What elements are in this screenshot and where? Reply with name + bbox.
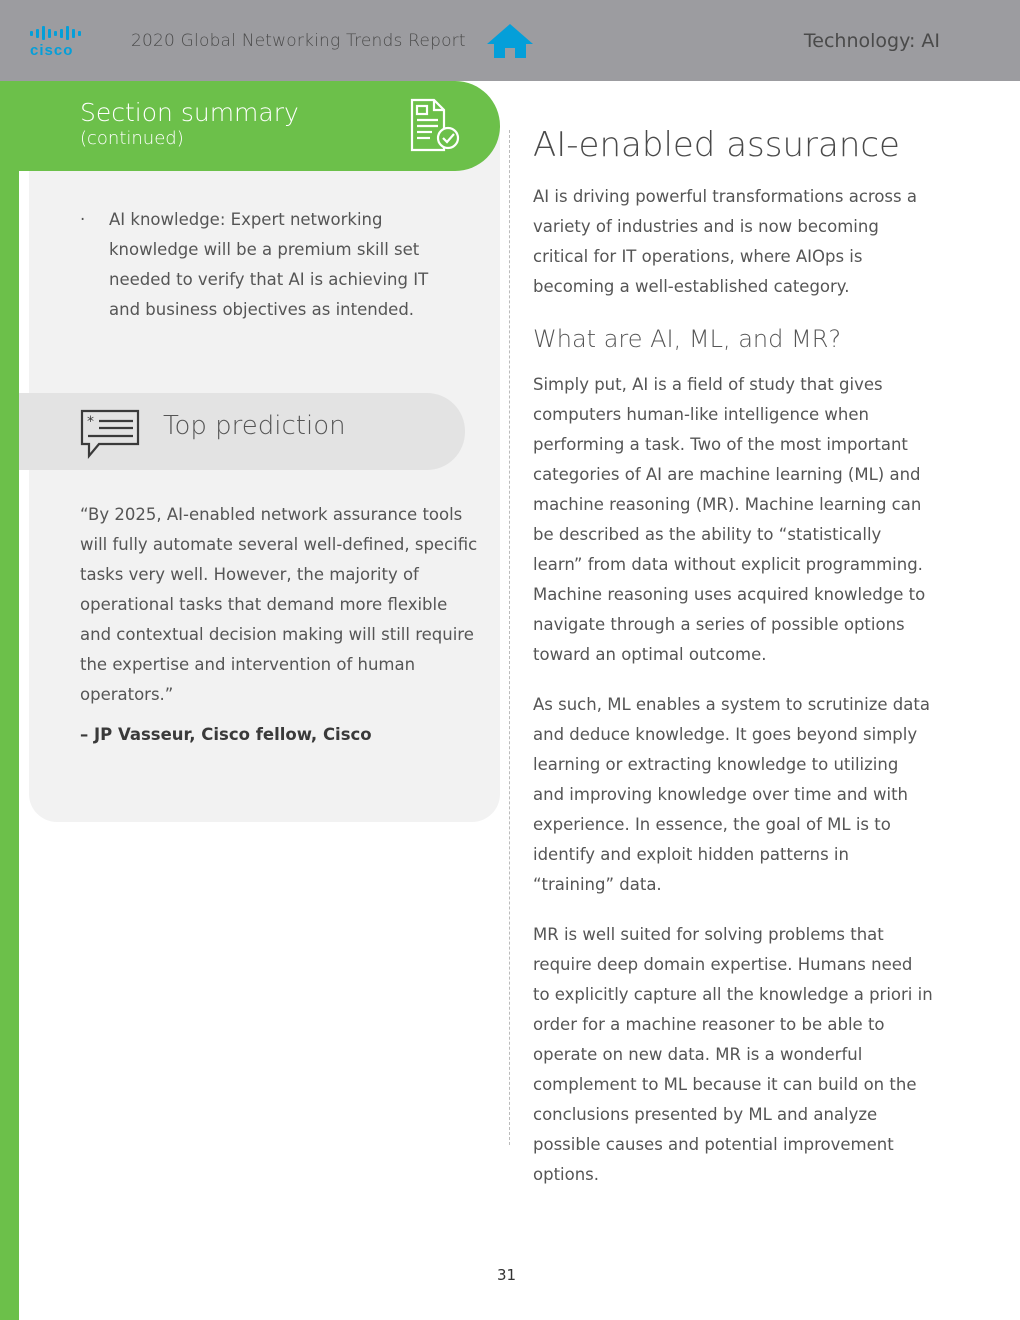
- bullet-text: AI knowledge: Expert networking knowledge will be a premium skill set needed to verify that AI is achieving IT and business objectives as intended.: [109, 210, 429, 319]
- body-paragraph: Simply put, AI is a field of study that gives computers human-like intelligence when performing a task. Two of the most important categories of AI are machine learning (ML) and machine reasoning (MR). Machine learning can be described as the ability to “statistically learn” from data without explicit programming. Machine reasoning uses acquired knowledge to navigate through a series of possible options toward an optimal outcome.: [533, 375, 926, 664]
- bullet-dot: ·: [80, 210, 86, 229]
- page-title: AI-enabled assurance: [533, 125, 900, 165]
- document-check-icon: [404, 96, 464, 156]
- cisco-logo-text: cisco: [30, 42, 74, 59]
- summary-subtitle: (continued): [80, 128, 184, 149]
- column-divider: [509, 130, 510, 1145]
- prediction-title: Top prediction: [163, 411, 346, 441]
- section-label: Technology: AI: [803, 30, 940, 52]
- cisco-logo-bars: [30, 25, 92, 41]
- cisco-logo[interactable]: [30, 25, 92, 59]
- left-accent-strip: [0, 81, 19, 1320]
- main-content: [533, 122, 933, 1210]
- summary-title: Section summary: [80, 98, 299, 127]
- list-item: [80, 205, 440, 325]
- section-summary-banner: [0, 81, 500, 171]
- body-paragraph: As such, ML enables a system to scrutinize data and deduce knowledge. It goes beyond simply learning or extracting knowledge to utilizing and improving knowledge over time and with experience. In essence, the goal of ML is to identify and exploit hidden patterns in “training” data.: [533, 695, 930, 894]
- speech-bubble-icon: [79, 408, 141, 460]
- subheading: What are AI, ML, and MR?: [533, 325, 842, 353]
- quote-attribution: – JP Vasseur, Cisco fellow, Cisco: [80, 725, 372, 744]
- page-header: [0, 0, 1020, 81]
- svg-text:*: *: [87, 414, 94, 430]
- body-paragraph: MR is well suited for solving problems that require deep domain expertise. Humans need to explicitly capture all the knowledge a priori in order for a machine reasoner to be able to operate on new data. MR is a wonderful complement to ML because it can build on the conclusions presented by ML and analyze possible causes and potential improvement options.: [533, 925, 933, 1184]
- intro-paragraph: AI is driving powerful transformations across a variety of industries and is now becoming critical for IT operations, where AIOps is becoming a well-established category.: [533, 187, 917, 296]
- top-prediction-banner: [19, 393, 465, 470]
- page-number: 31: [497, 1266, 517, 1284]
- home-icon[interactable]: [485, 22, 535, 60]
- report-title: 2020 Global Networking Trends Report: [131, 31, 466, 51]
- prediction-quote: “By 2025, AI-enabled network assurance tools will fully automate several well-defined, specific tasks very well. However, the majority of operational tasks that demand more flexible and contextual decision making will still require the expertise and intervention of human operators.”: [80, 505, 478, 704]
- summary-bullet-list: [80, 205, 440, 325]
